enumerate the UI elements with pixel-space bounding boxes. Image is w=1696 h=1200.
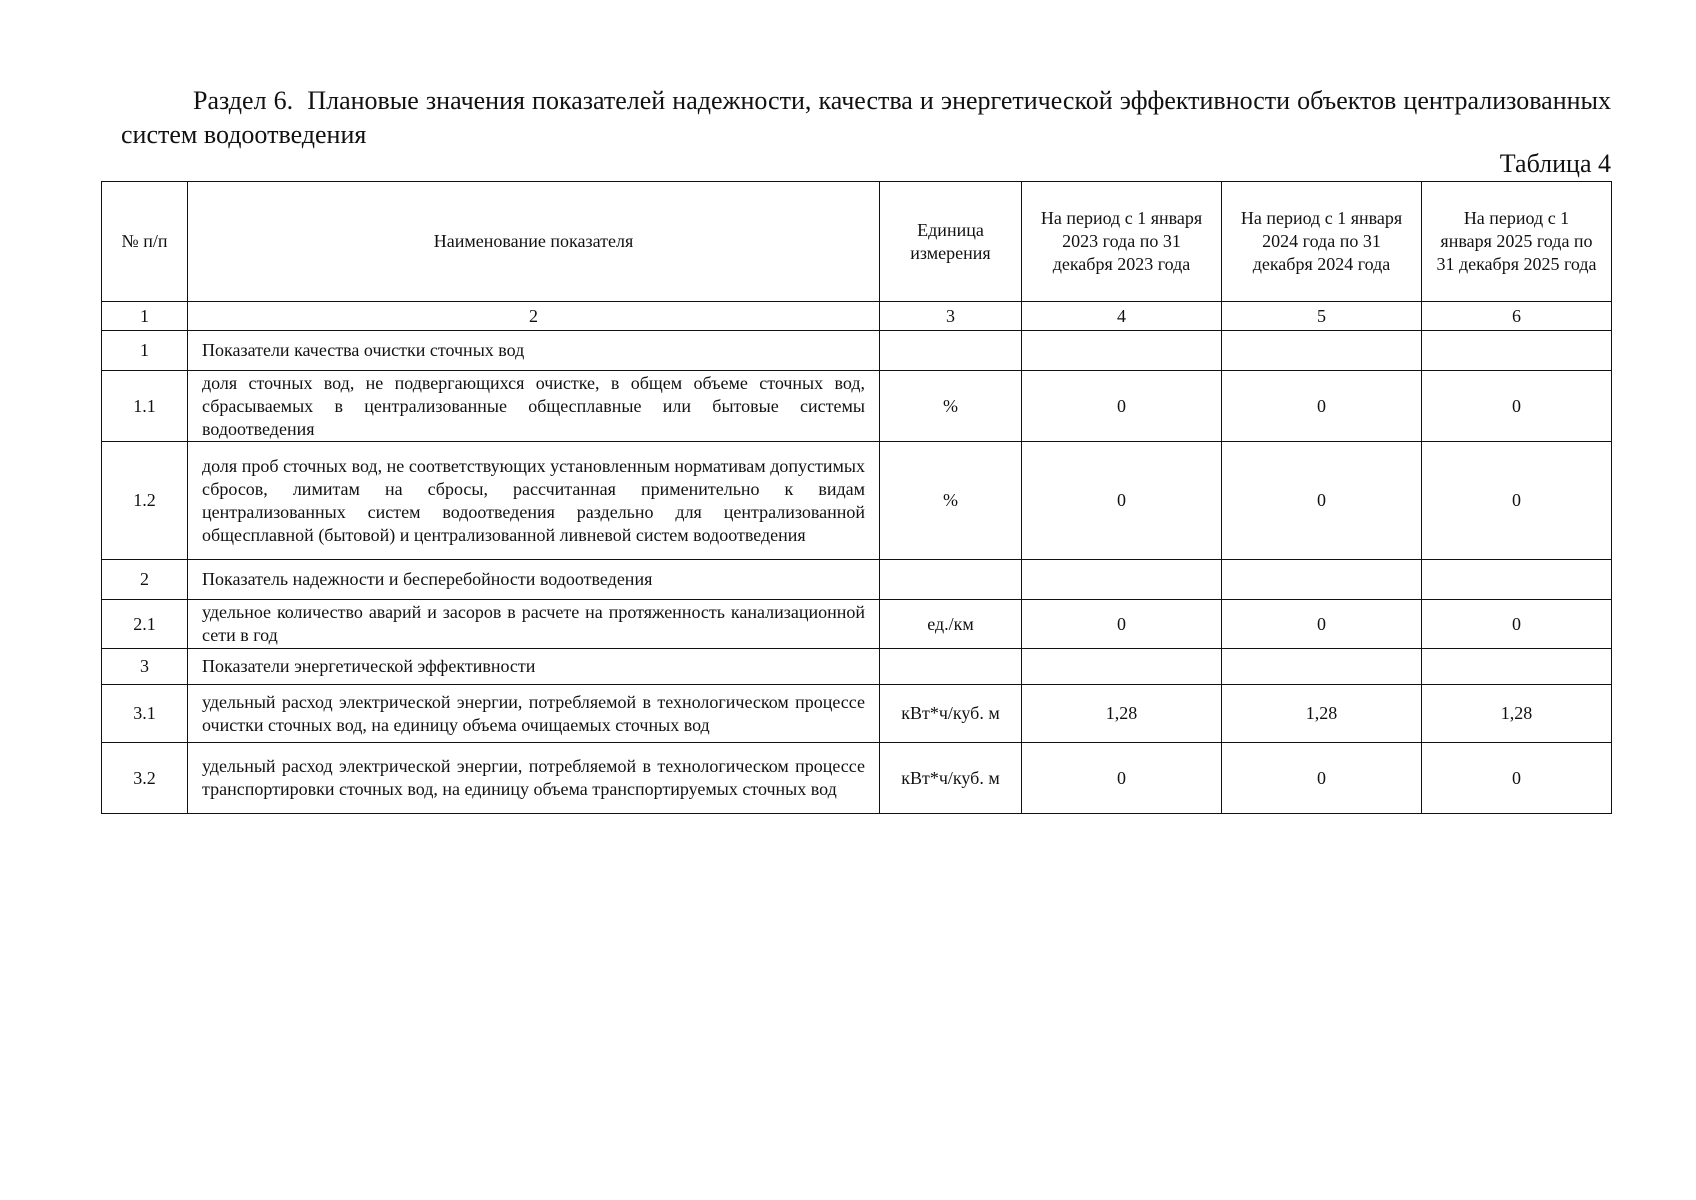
row-number: 1 (102, 331, 188, 371)
value-2025 (1422, 649, 1612, 685)
section-label: Раздел 6. (193, 86, 294, 115)
value-2024 (1222, 331, 1422, 371)
value-2023: 0 (1022, 371, 1222, 442)
column-number: 3 (880, 302, 1022, 331)
indicator-name: удельный расход электрической энергии, потребляемой в технологическом процессе очистки сточных вод, на единицу объема очищаемых сточных вод (188, 685, 880, 743)
row-number: 3.1 (102, 685, 188, 743)
table-row (102, 685, 1612, 743)
row-number: 2 (102, 560, 188, 600)
column-number: 5 (1222, 302, 1422, 331)
value-2025: 0 (1422, 442, 1612, 560)
value-2025: 0 (1422, 600, 1612, 649)
value-2024: 1,28 (1222, 685, 1422, 743)
value-2023: 1,28 (1022, 685, 1222, 743)
column-number: 6 (1422, 302, 1612, 331)
value-2023: 0 (1022, 442, 1222, 560)
row-number: 2.1 (102, 600, 188, 649)
header-period-2024: На период с 1 января 2024 года по 31 декабря 2024 года (1222, 182, 1422, 302)
value-2025: 0 (1422, 371, 1612, 442)
value-2024: 0 (1222, 442, 1422, 560)
value-2023: 0 (1022, 743, 1222, 814)
indicators-table (101, 181, 1612, 814)
indicator-name: доля проб сточных вод, не соответствующих установленным нормативам допустимых сбросов, лимитам на сбросы, рассчитанная применительно к видам централизованных систем водоотведения раздельно для централизованной общесплавной (бытовой) и централизованной ливневой систем водоотведения (188, 442, 880, 560)
value-2024: 0 (1222, 371, 1422, 442)
column-number: 4 (1022, 302, 1222, 331)
column-number-row (102, 302, 1612, 331)
column-number: 2 (188, 302, 880, 331)
value-2025 (1422, 331, 1612, 371)
table-header-row (102, 182, 1612, 302)
row-number: 3 (102, 649, 188, 685)
row-number: 1.1 (102, 371, 188, 442)
header-indicator-name: Наименование показателя (188, 182, 880, 302)
indicator-name: Показатели энергетической эффективности (188, 649, 880, 685)
value-2024 (1222, 560, 1422, 600)
section-title: Плановые значения показателей надежности, качества и энергетической эффективности объектов централизованных систем водоотведения (121, 86, 1611, 149)
value-2023: 0 (1022, 600, 1222, 649)
column-number: 1 (102, 302, 188, 331)
unit-cell (880, 560, 1022, 600)
value-2023 (1022, 331, 1222, 371)
unit-cell (880, 331, 1022, 371)
indicator-name: Показатель надежности и бесперебойности водоотведения (188, 560, 880, 600)
unit-cell (880, 649, 1022, 685)
header-number: № п/п (102, 182, 188, 302)
unit-cell: % (880, 371, 1022, 442)
unit-cell: ед./км (880, 600, 1022, 649)
value-2024: 0 (1222, 600, 1422, 649)
row-number: 1.2 (102, 442, 188, 560)
indicator-name: Показатели качества очистки сточных вод (188, 331, 880, 371)
value-2023 (1022, 649, 1222, 685)
section-heading (121, 84, 1611, 152)
value-2025: 1,28 (1422, 685, 1612, 743)
value-2023 (1022, 560, 1222, 600)
header-unit: Единица измерения (880, 182, 1022, 302)
table-row (102, 371, 1612, 442)
table-caption: Таблица 4 (1499, 149, 1611, 178)
indicator-name: доля сточных вод, не подвергающихся очистке, в общем объеме сточных вод, сбрасываемых в централизованные общесплавные или бытовые системы водоотведения (188, 371, 880, 442)
header-period-2023: На период с 1 января 2023 года по 31 декабря 2023 года (1022, 182, 1222, 302)
row-number: 3.2 (102, 743, 188, 814)
table-row (102, 442, 1612, 560)
unit-cell: кВт*ч/куб. м (880, 685, 1022, 743)
table-row (102, 743, 1612, 814)
table-row (102, 331, 1612, 371)
value-2024 (1222, 649, 1422, 685)
indicator-name: удельное количество аварий и засоров в расчете на протяженность канализационной сети в год (188, 600, 880, 649)
header-period-2025: На период с 1 января 2025 года по 31 декабря 2025 года (1422, 182, 1612, 302)
table-row (102, 649, 1612, 685)
value-2024: 0 (1222, 743, 1422, 814)
table-row (102, 600, 1612, 649)
unit-cell: кВт*ч/куб. м (880, 743, 1022, 814)
indicator-name: удельный расход электрической энергии, потребляемой в технологическом процессе транспортировки сточных вод, на единицу объема транспортируемых сточных вод (188, 743, 880, 814)
table-row (102, 560, 1612, 600)
value-2025: 0 (1422, 743, 1612, 814)
unit-cell: % (880, 442, 1022, 560)
value-2025 (1422, 560, 1612, 600)
